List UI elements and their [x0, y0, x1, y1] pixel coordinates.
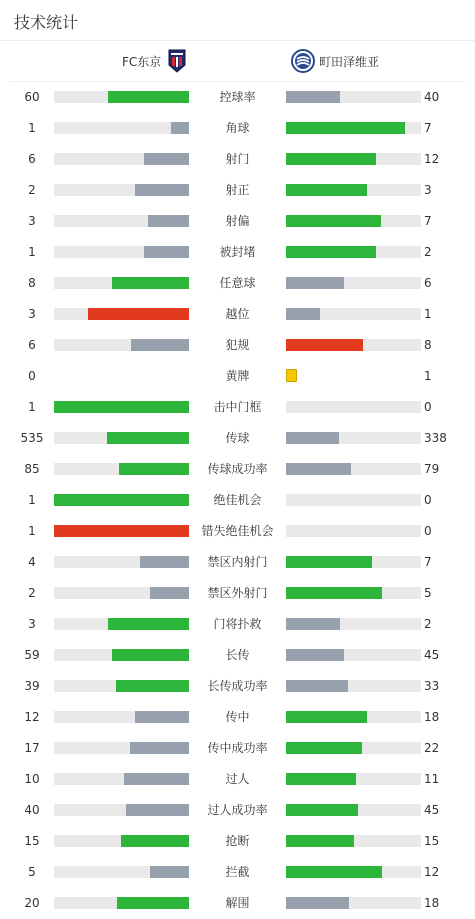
away-stat-bar-fill [286, 153, 376, 165]
home-stat-value: 3 [28, 307, 36, 321]
home-stat-value: 17 [24, 741, 40, 755]
home-stat-bar [54, 587, 189, 599]
away-stat-bar [286, 277, 421, 289]
stat-label: 射正 [225, 183, 250, 197]
home-stat-value: 3 [28, 617, 36, 631]
home-stat-bar [54, 804, 189, 816]
stat-row [0, 795, 475, 826]
home-stat-bar-fill [54, 401, 189, 413]
home-stat-bar-fill [119, 463, 189, 475]
home-stat-value: 60 [24, 90, 40, 104]
away-stat-bar [286, 153, 421, 165]
away-stat-bar [286, 866, 421, 878]
home-stat-bar [54, 773, 189, 785]
away-stat-value: 7 [424, 214, 432, 228]
stat-row [0, 826, 475, 857]
stat-row [0, 857, 475, 888]
stat-label: 被封堵 [219, 245, 256, 259]
away-stat-bar-fill [286, 835, 354, 847]
home-stat-bar-fill [121, 835, 189, 847]
stat-label: 黄牌 [225, 369, 250, 383]
away-stat-bar [286, 587, 421, 599]
stat-row [0, 485, 475, 516]
home-stat-bar-fill [88, 308, 189, 320]
away-stat-bar-fill [286, 897, 349, 909]
stat-label: 击中门框 [213, 400, 262, 414]
stat-row [0, 113, 475, 144]
away-stat-value: 5 [424, 586, 432, 600]
home-stat-bar [54, 618, 189, 630]
away-stat-bar-fill [286, 308, 320, 320]
away-stat-bar [286, 804, 421, 816]
stat-row [0, 330, 475, 361]
stat-row [0, 609, 475, 640]
home-stat-bar-fill [112, 649, 189, 661]
stat-label: 角球 [225, 121, 250, 135]
away-stat-bar-fill [286, 649, 344, 661]
away-stat-value: 0 [424, 400, 432, 414]
away-stat-bar-fill [286, 711, 367, 723]
stat-label: 犯规 [225, 338, 250, 352]
away-stat-bar [286, 742, 421, 754]
away-stat-bar [286, 649, 421, 661]
stat-row [0, 82, 475, 113]
away-stat-bar-fill [286, 184, 367, 196]
stat-row [0, 175, 475, 206]
yellow-card-icon [286, 369, 297, 382]
home-stat-bar-fill [108, 618, 189, 630]
away-stat-value: 2 [424, 617, 432, 631]
away-stat-value: 1 [424, 307, 432, 321]
home-stat-value: 85 [24, 462, 40, 476]
home-stat-bar-fill [144, 246, 189, 258]
home-stat-bar [54, 494, 189, 506]
home-stat-bar-fill [107, 432, 189, 444]
home-stat-bar [54, 308, 189, 320]
away-stat-bar [286, 680, 421, 692]
stat-row [0, 671, 475, 702]
stat-label: 错失绝佳机会 [201, 524, 274, 538]
away-stat-bar [286, 91, 421, 103]
stat-row [0, 888, 475, 919]
home-stat-value: 2 [28, 183, 36, 197]
away-stat-value: 7 [424, 121, 432, 135]
stat-label: 长传 [225, 648, 250, 662]
away-stat-value: 12 [424, 152, 440, 166]
stat-label: 传中 [225, 710, 250, 724]
stat-row [0, 764, 475, 795]
away-stat-bar [286, 339, 421, 351]
teams-header [10, 41, 465, 82]
home-stat-bar-fill [108, 91, 189, 103]
stat-row [0, 361, 475, 392]
stat-label: 禁区内射门 [207, 555, 268, 569]
home-stat-value: 59 [24, 648, 40, 662]
away-stat-bar [286, 525, 421, 537]
home-stat-bar [54, 184, 189, 196]
home-stat-value: 8 [28, 276, 36, 290]
fc-tokyo-crest-icon [168, 49, 186, 73]
away-stat-value: 79 [424, 462, 440, 476]
away-stat-bar [286, 215, 421, 227]
away-stat-value: 0 [424, 493, 432, 507]
stat-label: 传中成功率 [207, 741, 268, 755]
away-stat-bar [286, 122, 421, 134]
stat-row [0, 733, 475, 764]
header-bar [0, 0, 475, 41]
stat-label: 越位 [225, 307, 250, 321]
stat-label: 拦截 [225, 865, 250, 879]
stat-row [0, 268, 475, 299]
stat-label: 解围 [225, 896, 250, 910]
away-stat-bar-fill [286, 587, 382, 599]
away-stat-value: 45 [424, 803, 440, 817]
away-stat-bar-fill [286, 866, 382, 878]
home-stat-bar-fill [124, 773, 189, 785]
home-stat-bar [54, 215, 189, 227]
home-stat-bar [54, 835, 189, 847]
machida-zelvia-crest-icon [291, 49, 315, 73]
home-stat-bar-fill [150, 866, 189, 878]
home-stat-bar-fill [135, 184, 189, 196]
away-stat-value: 22 [424, 741, 440, 755]
stat-row [0, 702, 475, 733]
away-stat-bar [286, 897, 421, 909]
home-stat-bar [54, 246, 189, 258]
page-title: 技术统计 [14, 13, 79, 32]
away-stat-bar-fill [286, 773, 356, 785]
away-stat-value: 18 [424, 710, 440, 724]
stat-label: 射偏 [225, 214, 250, 228]
away-stat-bar-fill [286, 91, 340, 103]
stat-row [0, 299, 475, 330]
stat-label: 抢断 [225, 834, 250, 848]
home-stat-value: 10 [24, 772, 40, 786]
home-stat-value: 20 [24, 896, 40, 910]
home-stat-bar [54, 897, 189, 909]
away-stat-bar-fill [286, 215, 381, 227]
home-stat-value: 535 [20, 431, 44, 445]
stat-label: 过人成功率 [207, 803, 268, 817]
home-stat-bar-fill [171, 122, 189, 134]
away-stat-bar [286, 494, 421, 506]
away-stat-value: 7 [424, 555, 432, 569]
home-stat-value: 1 [28, 245, 36, 259]
stat-row [0, 237, 475, 268]
away-stat-value: 33 [424, 679, 440, 693]
stat-row [0, 640, 475, 671]
away-stat-bar-fill [286, 432, 339, 444]
home-stat-value: 6 [28, 338, 36, 352]
away-stat-value: 338 [424, 431, 447, 445]
home-stat-value: 40 [24, 803, 40, 817]
away-stat-value: 15 [424, 834, 440, 848]
home-stat-bar [54, 153, 189, 165]
away-stat-value: 3 [424, 183, 432, 197]
away-stat-bar [286, 184, 421, 196]
home-stat-value: 12 [24, 710, 40, 724]
home-stat-value: 0 [28, 369, 36, 383]
stat-row [0, 423, 475, 454]
home-stat-bar-fill [54, 525, 189, 537]
away-stat-bar-fill [286, 246, 376, 258]
home-stat-bar-fill [117, 897, 189, 909]
away-stat-bar [286, 711, 421, 723]
home-stat-value: 5 [28, 865, 36, 879]
home-stat-value: 3 [28, 214, 36, 228]
home-stat-bar-fill [131, 339, 189, 351]
home-stat-value: 6 [28, 152, 36, 166]
home-stat-bar-fill [112, 277, 189, 289]
away-stat-bar [286, 618, 421, 630]
away-stat-bar-fill [286, 556, 372, 568]
stat-row [0, 206, 475, 237]
away-stat-bar [286, 835, 421, 847]
home-stat-bar [54, 711, 189, 723]
stat-label: 长传成功率 [207, 679, 268, 693]
home-stat-bar-fill [140, 556, 189, 568]
stat-row [0, 144, 475, 175]
home-stat-bar-fill [54, 494, 189, 506]
home-stat-value: 1 [28, 121, 36, 135]
home-stat-bar [54, 91, 189, 103]
away-stat-value: 2 [424, 245, 432, 259]
home-stat-value: 4 [28, 555, 36, 569]
home-stat-value: 15 [24, 834, 40, 848]
away-stat-bar-fill [286, 680, 348, 692]
home-stat-value: 1 [28, 524, 36, 538]
away-stat-bar [286, 773, 421, 785]
home-team[interactable] [122, 49, 186, 73]
home-stat-value: 1 [28, 400, 36, 414]
away-stat-bar [286, 556, 421, 568]
away-stat-bar [286, 463, 421, 475]
stat-label: 传球 [225, 431, 250, 445]
home-stat-bar [54, 463, 189, 475]
away-stat-bar-fill [286, 463, 351, 475]
home-stat-bar-fill [126, 804, 189, 816]
stat-label: 门将扑救 [213, 617, 262, 631]
home-stat-bar [54, 556, 189, 568]
stat-row [0, 454, 475, 485]
stat-row [0, 547, 475, 578]
home-stat-bar [54, 277, 189, 289]
away-stat-bar-fill [286, 122, 405, 134]
home-stat-bar [54, 649, 189, 661]
stat-label: 过人 [225, 772, 250, 786]
stats-list [0, 82, 475, 919]
home-stat-bar-fill [130, 742, 189, 754]
away-team[interactable] [291, 49, 379, 73]
away-stat-bar-fill [286, 618, 340, 630]
home-stat-bar [54, 122, 189, 134]
home-stat-bar [54, 370, 189, 382]
away-stat-value: 45 [424, 648, 440, 662]
away-stat-bar-fill [286, 742, 362, 754]
away-stat-value: 6 [424, 276, 432, 290]
home-stat-bar [54, 742, 189, 754]
stat-label: 射门 [225, 152, 250, 166]
home-stat-bar [54, 339, 189, 351]
stat-row [0, 392, 475, 423]
away-stat-value: 40 [424, 90, 440, 104]
away-stat-bar [286, 246, 421, 258]
home-stat-bar [54, 866, 189, 878]
away-stat-bar [286, 308, 421, 320]
away-stat-value: 0 [424, 524, 432, 538]
away-stat-value: 18 [424, 896, 440, 910]
home-stat-bar-fill [135, 711, 189, 723]
away-stat-value: 1 [424, 369, 432, 383]
home-stat-value: 1 [28, 493, 36, 507]
home-stat-value: 39 [24, 679, 40, 693]
home-team-name: FC东京 [122, 54, 162, 69]
home-stat-bar-fill [144, 153, 189, 165]
home-stat-bar [54, 401, 189, 413]
stat-label: 任意球 [219, 276, 256, 290]
stat-row [0, 578, 475, 609]
stat-row [0, 516, 475, 547]
stat-label: 绝佳机会 [213, 493, 262, 507]
away-stat-bar-fill [286, 277, 344, 289]
home-stat-bar [54, 432, 189, 444]
stat-label: 传球成功率 [207, 462, 268, 476]
home-stat-bar [54, 525, 189, 537]
home-stat-bar [54, 680, 189, 692]
away-stat-value: 8 [424, 338, 432, 352]
away-stat-bar-fill [286, 804, 358, 816]
away-stat-value: 12 [424, 865, 440, 879]
home-stat-bar-fill [148, 215, 189, 227]
home-stat-bar-fill [150, 587, 189, 599]
away-stat-bar [286, 432, 421, 444]
stat-label: 禁区外射门 [207, 586, 268, 600]
away-team-name: 町田泽维亚 [319, 54, 380, 69]
away-stat-value: 11 [424, 772, 440, 786]
away-stat-bar [286, 401, 421, 413]
home-stat-value: 2 [28, 586, 36, 600]
away-stat-bar-fill [286, 339, 363, 351]
stat-label: 控球率 [219, 90, 256, 104]
home-stat-bar-fill [116, 680, 189, 692]
